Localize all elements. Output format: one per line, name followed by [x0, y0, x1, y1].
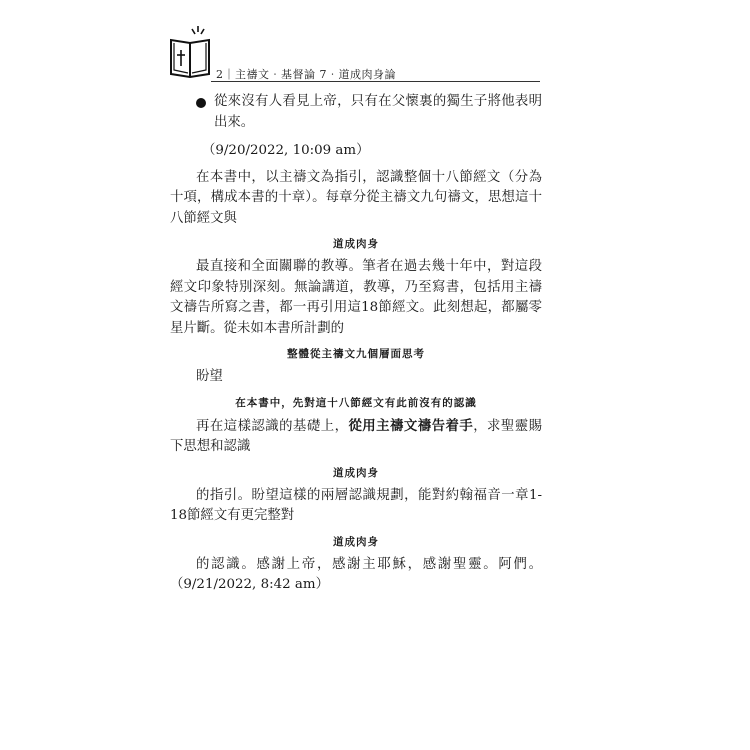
heading-incarnation-3: 道成肉身 [333, 535, 379, 548]
running-head: 2｜主禱文‧基督論 7‧道成肉身論 [216, 68, 396, 81]
paragraph-4 [170, 416, 542, 458]
paragraph-4-start: 再在這樣認識的基礎上， [196, 418, 349, 434]
paragraph-5: 的指引。盼望這樣的兩層認識規劃，能對約翰福音一章1-18節經文有更完整對 [170, 487, 542, 523]
date-stamp-1: （9/20/2022, 10:09 am） [202, 143, 370, 158]
paragraph-1: 在本書中，以主禱文為指引，認識整個十八節經文（分為十項，構成本書的十章）。每章分從主禱文九句禱文，思想這十八節經文與 [170, 169, 542, 226]
heading-new-understanding: 在本書中，先對這十八節經文有此前沒有的認識 [235, 396, 477, 409]
bullet-dot-icon [196, 98, 206, 108]
paragraph-6: 的認識。感謝上帝，感謝主耶穌，感謝聖靈。阿們。（9/21/2022, 8:42 am） [170, 556, 542, 592]
header-rule [211, 81, 540, 82]
paragraph-4-end: ，求聖靈賜下思想和認識 [170, 418, 543, 454]
heading-incarnation-2: 道成肉身 [333, 466, 379, 479]
open-bible-icon [168, 24, 212, 78]
paragraph-2: 最直接和全面關聯的教導。筆者在過去幾十年中，對這段經文印象特別深刻。無論講道，教導，乃至寫書，包括用主禱文禱告所寫之書，都一再引用這18節經文。此刻想起，都屬零星片斷。從未如本書所計劃的 [170, 259, 542, 336]
paragraph-4-emphasis: 從用主禱文禱告着手 [348, 417, 474, 434]
body-text [170, 92, 542, 596]
bullet-item [170, 92, 542, 133]
paragraph-3: 盼望 [196, 369, 223, 384]
heading-incarnation-1: 道成肉身 [333, 238, 379, 250]
heading-nine-aspects: 整體從主禱文九個層面思考 [287, 348, 425, 360]
bullet-text: 從來沒有人看見上帝，只有在父懷裏的獨生子將他表明出來。 [214, 94, 542, 130]
